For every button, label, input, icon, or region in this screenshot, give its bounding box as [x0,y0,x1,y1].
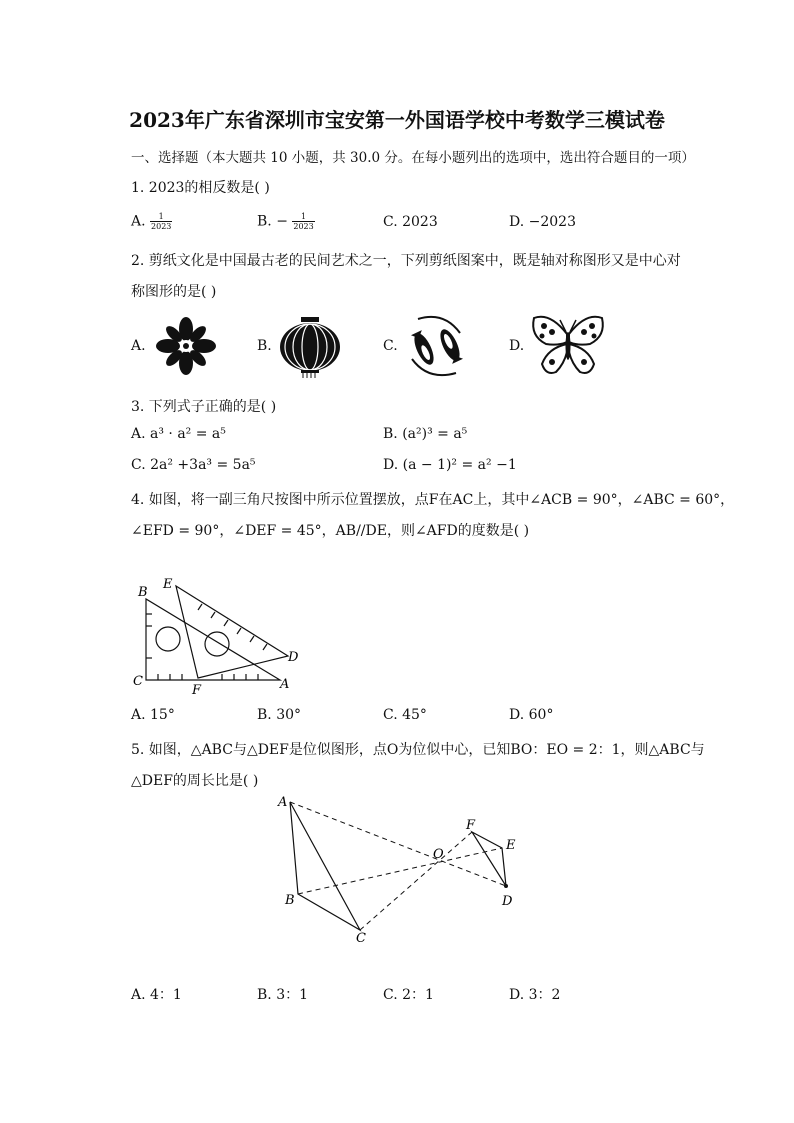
q5-homothety-diagram [270,790,530,950]
q4-option-c[interactable]: C. 45° [383,707,427,723]
papercut-lantern-icon [279,316,341,378]
q4-label-d: D [288,650,299,665]
q3-option-a[interactable]: A. a³ · a² = a⁵ [131,426,226,442]
q4-option-a[interactable]: A. 15° [131,707,175,723]
question-3-stem: 3. 下列式子正确的是( ) [131,399,277,415]
question-2-line-1: 2. 剪纸文化是中国最古老的民间艺术之一，下列剪纸图案中，既是轴对称图形又是中心对 [131,253,681,269]
q2-option-b[interactable]: B. [257,338,272,354]
question-5-line-2: △DEF的周长比是( ) [131,773,259,789]
q4-label-b: B [138,585,148,600]
q1-option-c[interactable]: C. 2023 [383,214,438,230]
q5-label-o: O [433,847,444,862]
q1-option-b-fraction: $\frac{1}{2023}$ [293,212,314,231]
q4-option-d[interactable]: D. 60° [509,707,554,723]
question-1-stem: 1. 2023的相反数是( ) [131,180,270,196]
papercut-koi-fish-icon [404,311,468,381]
q1-option-a[interactable] [131,212,172,231]
q2-option-c[interactable]: C. [383,338,398,354]
q1-option-b[interactable] [257,212,315,231]
q1-option-d[interactable]: D. −2023 [509,214,576,230]
q4-label-f: F [192,683,202,698]
q5-label-b: B [285,893,295,908]
papercut-butterfly-icon [530,312,606,380]
page-title: 2023年广东省深圳市宝安第一外国语学校中考数学三模试卷 [129,108,665,132]
section-heading: 一、选择题（本大题共 10 小题，共 30.0 分。在每小题列出的选项中，选出符合题目的一项） [131,150,695,166]
q1-option-b-label: B. − [257,213,288,230]
question-5-line-1: 5. 如图，△ABC与△DEF是位似图形，点O为位似中心，已知BO：EO = 2：1，则△ABC与 [131,742,705,758]
q2-option-a[interactable]: A. [131,338,146,354]
q1-option-a-fraction: $\frac{1}{2023}$ [151,212,172,231]
q5-label-d: D [502,894,513,909]
q5-label-f: F [466,818,476,833]
q5-option-a[interactable]: A. 4：1 [131,987,182,1003]
q2-option-d[interactable]: D. [509,338,525,354]
q5-option-d[interactable]: D. 3：2 [509,987,561,1003]
q5-option-b[interactable]: B. 3：1 [257,987,309,1003]
papercut-flower-icon [153,315,219,377]
q5-label-e: E [506,838,516,853]
q1-option-a-label: A. [131,213,146,230]
q5-label-a: A [278,795,288,810]
q5-label-c: C [356,931,366,946]
q4-triangle-set-square-diagram [130,574,310,700]
q4-label-e: E [163,577,173,592]
q4-label-c: C [133,674,143,689]
q3-option-b[interactable]: B. (a²)³ = a⁵ [383,426,468,442]
question-4-line-2: ∠EFD = 90°，∠DEF = 45°，AB//DE，则∠AFD的度数是( ) [131,523,530,539]
question-4-line-1: 4. 如图，将一副三角尺按图中所示位置摆放，点F在AC上，其中∠ACB = 90°，∠ABC = 60°， [131,492,735,508]
q4-option-b[interactable]: B. 30° [257,707,302,723]
q4-label-a: A [280,677,290,692]
question-2-line-2: 称图形的是( ) [131,284,217,300]
q3-option-c[interactable]: C. 2a² +3a³ = 5a⁵ [131,457,256,473]
q3-option-d[interactable]: D. (a − 1)² = a² −1 [383,457,517,473]
q5-option-c[interactable]: C. 2：1 [383,987,434,1003]
